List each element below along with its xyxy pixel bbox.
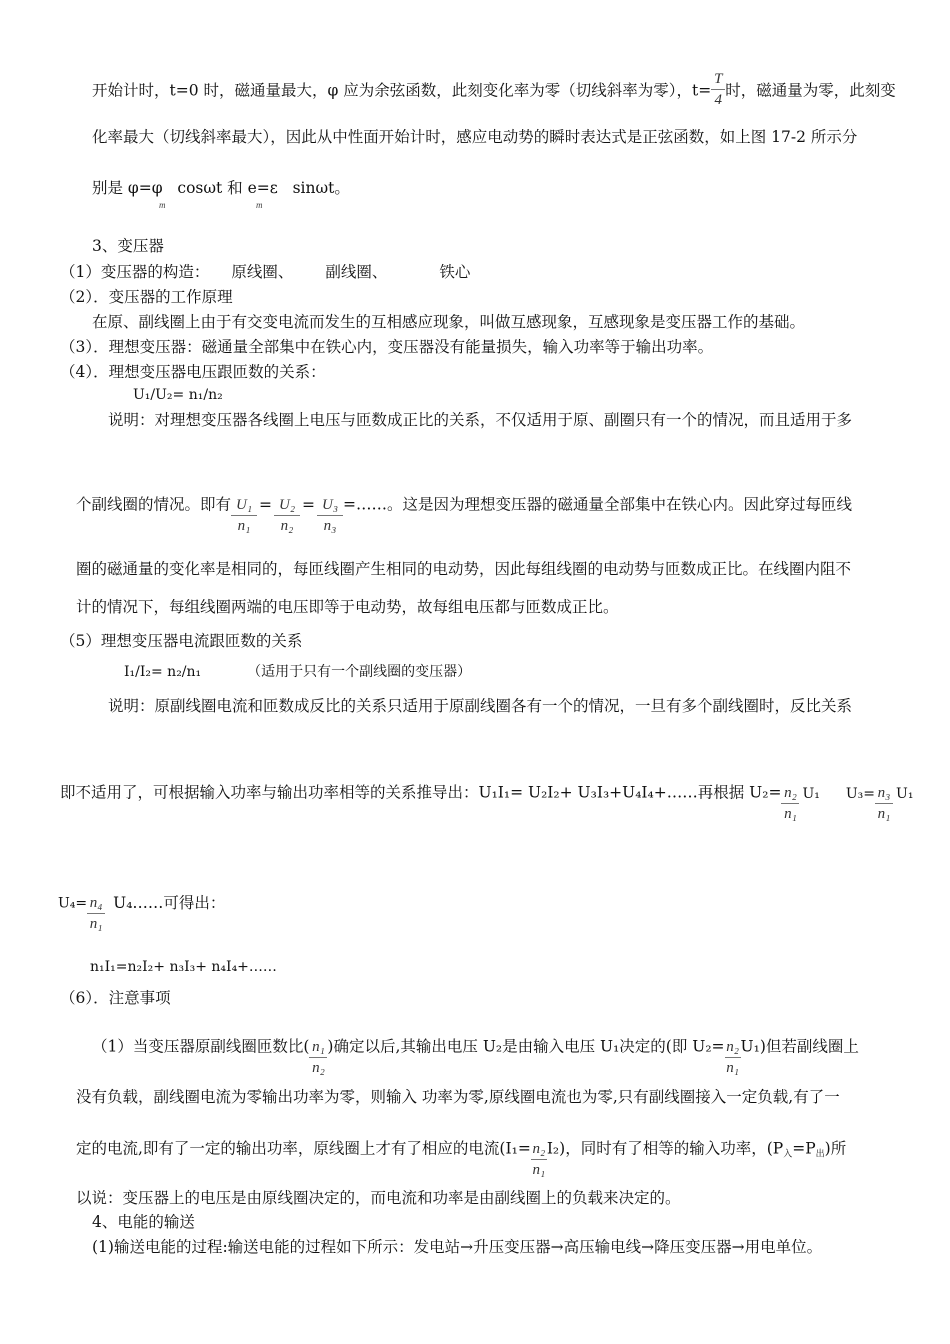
subscript-in: 入 [783, 1149, 793, 1160]
formula-current-ratio [124, 662, 471, 682]
fraction-denominator: n₂ [280, 518, 294, 534]
fraction-denominator: n₁ [237, 518, 251, 534]
fraction-n4-n1 [87, 894, 105, 933]
fraction-n3-n1 [875, 784, 893, 823]
text-line: 以说：变压器上的电压是由原线圈决定的，而电流和功率是由副线圈上的负载来决定的。 [76, 1189, 681, 1207]
text-span: U₄= [58, 895, 88, 912]
fraction-t-over-4 [711, 70, 725, 109]
subscript-out: 出 [815, 1149, 825, 1160]
text-span: （适用于只有一个副线圈的变压器） [247, 664, 472, 680]
text-span: U₃= [845, 785, 876, 802]
fraction-denominator: n₁ [532, 1162, 546, 1178]
text-span: U₁ [896, 785, 914, 802]
text-line: 说明：原副线圈电流和匝数成反比的关系只适用于原副线圈各有一个的情况，一旦有多个副线圈时，反比关系 [108, 697, 853, 715]
text-line: （3）．理想变压器：磁通量全部集中在铁心内，变压器没有能量损失，输入功率等于输出功率。 [60, 338, 714, 356]
fraction-numerator: U₂ [278, 497, 296, 513]
text-span: U₄……可得出： [113, 893, 226, 912]
formula-current-sum: n₁I₁=n₂I₂+ n₃I₃+ n₄I₄+…… [90, 959, 277, 975]
text-line: 说明：对理想变压器各线圈上电压与匝数成正比的关系，不仅适用于原、副圈只有一个的情况，而且适用于多 [108, 411, 853, 429]
text-span: 副线圈、 [325, 263, 388, 281]
text-line: 圈的磁通量的变化率是相同的，每匝线圈产生相同的电动势，因此每组线圈的电动势与匝数成正比。在线圈内阻不 [76, 560, 852, 578]
fraction-n2-n1 [725, 1038, 741, 1077]
text-span: 开始计时，t=0 时，磁通量最大，φ 应为余弦函数，此刻变化率为零（切线斜率为零），t= [92, 81, 712, 100]
fraction-numerator: n₂ [726, 1039, 739, 1055]
text-line [60, 774, 914, 822]
text-span: 别是 φ=φ [92, 179, 163, 197]
text-span: 即不适用了，可根据输入功率与输出功率相等的关系推导出：U₁I₁= U₂I₂+ U₃I₃+U₄I₄+……再根据 U₂= [60, 783, 782, 802]
fraction-n2-n1 [531, 1140, 547, 1179]
text-span: U₁)但若副线圈上 [740, 1037, 859, 1056]
section-heading: 3、变压器 [92, 237, 164, 255]
text-line: (1)输送电能的过程:输送电能的过程如下所示：发电站→升压变压器→高压输电线→降压变压器→用电单位。 [92, 1238, 823, 1256]
fraction-denominator: n₁ [784, 806, 797, 822]
fraction-numerator: n₂ [784, 785, 797, 801]
text-span: I₁/I₂= n₂/n₁ [124, 664, 202, 680]
fraction-n2-n1 [781, 784, 799, 823]
text-span: （1）变压器的构造： [60, 263, 210, 281]
text-span: =……。这是因为理想变压器的磁通量全部集中在铁心内。因此穿过每匝线 [343, 495, 853, 514]
text-line: 个副线圈的情况。即有 $\frac{\text{U₁}}{\text{n₁}}$ = $\frac{\text{U₂}}{\text{n₂}}$ = $\frac{\text{U₃}}{\text{n₃}}$ =……。这是因为理想变压器的磁通量全部集中在铁心内。因此穿过每匝线 [76, 495, 853, 534]
text-line: （5）理想变压器电流跟匝数的关系 [60, 632, 303, 650]
text-line [92, 72, 896, 111]
fraction-denominator: n₁ [877, 806, 891, 822]
fraction-u2-n2 [274, 496, 300, 535]
fraction-numerator: n₃ [877, 785, 891, 801]
fraction-numerator: U₁ [235, 497, 253, 513]
subscript-m: m [256, 200, 263, 210]
fraction-n1-n2 [309, 1038, 327, 1077]
fraction-denominator: n₁ [726, 1060, 739, 1076]
fraction-numerator: n₂ [532, 1141, 546, 1157]
text-span: 个副线圈的情况。即有 [76, 495, 232, 514]
fraction-numerator: n₁ [312, 1039, 325, 1055]
fraction-denominator: n₂ [312, 1060, 325, 1076]
text-line [92, 1028, 859, 1076]
text-span: U₁ [802, 785, 820, 802]
text-span: )确定以后,其输出电压 U₂是由输入电压 U₁决定的(即 U₂= [327, 1037, 725, 1056]
text-line: 在原、副线圈上由于有交变电流而发生的互相感应现象，叫做互感现象，互感现象是变压器工作的基础。 [92, 313, 806, 331]
text-line: 化率最大（切线斜率最大），因此从中性面开始计时，感应电动势的瞬时表达式是正弦函数，如上图 17-2 所示分 [92, 128, 858, 146]
fraction-denominator: n₁ [89, 916, 103, 932]
text-span: I₂)，同时有了相等的输入功率，(P [546, 1139, 784, 1158]
text-line [92, 178, 350, 198]
text-line: 没有负载，副线圈电流为零输出功率为零，则输入 功率为零,原线圈电流也为零,只有副线圈接入一定负载,有了一 [76, 1088, 840, 1106]
section-heading: 4、电能的输送 [92, 1213, 195, 1231]
fraction-numerator: n₄ [89, 895, 103, 911]
fraction-numerator: U₃ [321, 497, 339, 513]
fraction-denominator: 4 [714, 92, 723, 108]
text-line [76, 1130, 847, 1178]
text-span: )所 [824, 1139, 847, 1158]
text-line [60, 262, 470, 282]
text-span: 原线圈、 [231, 263, 294, 281]
fraction-denominator: n₃ [323, 518, 337, 534]
text-span: 铁心 [439, 263, 471, 281]
text-span: 定的电流,即有了一定的输出功率，原线圈上才有了相应的电流(I₁= [76, 1139, 531, 1158]
text-span: 时，磁通量为零，此刻变 [725, 81, 896, 100]
text-span: （1）当变压器原副线圈匝数比( [92, 1037, 310, 1056]
text-line [58, 884, 226, 932]
text-line: （6）．注意事项 [60, 989, 171, 1007]
fraction-u3-n3 [317, 496, 343, 535]
formula-voltage-ratio: U₁/U₂= n₁/n₂ [133, 387, 223, 403]
text-line: （4）．理想变压器电压跟匝数的关系： [60, 363, 326, 381]
text-line: 计的情况下，每组线圈两端的电压即等于电动势，故每组电压都与匝数成正比。 [76, 598, 619, 616]
text-span: cosωt 和 e=ε [177, 179, 278, 197]
subscript-m: m [159, 200, 166, 210]
text-line: （2）．变压器的工作原理 [60, 288, 233, 306]
fraction-numerator: T [714, 71, 723, 87]
text-span: =P [792, 1139, 816, 1158]
text-span: sinωt。 [292, 179, 350, 197]
fraction-u1-n1 [231, 496, 257, 535]
